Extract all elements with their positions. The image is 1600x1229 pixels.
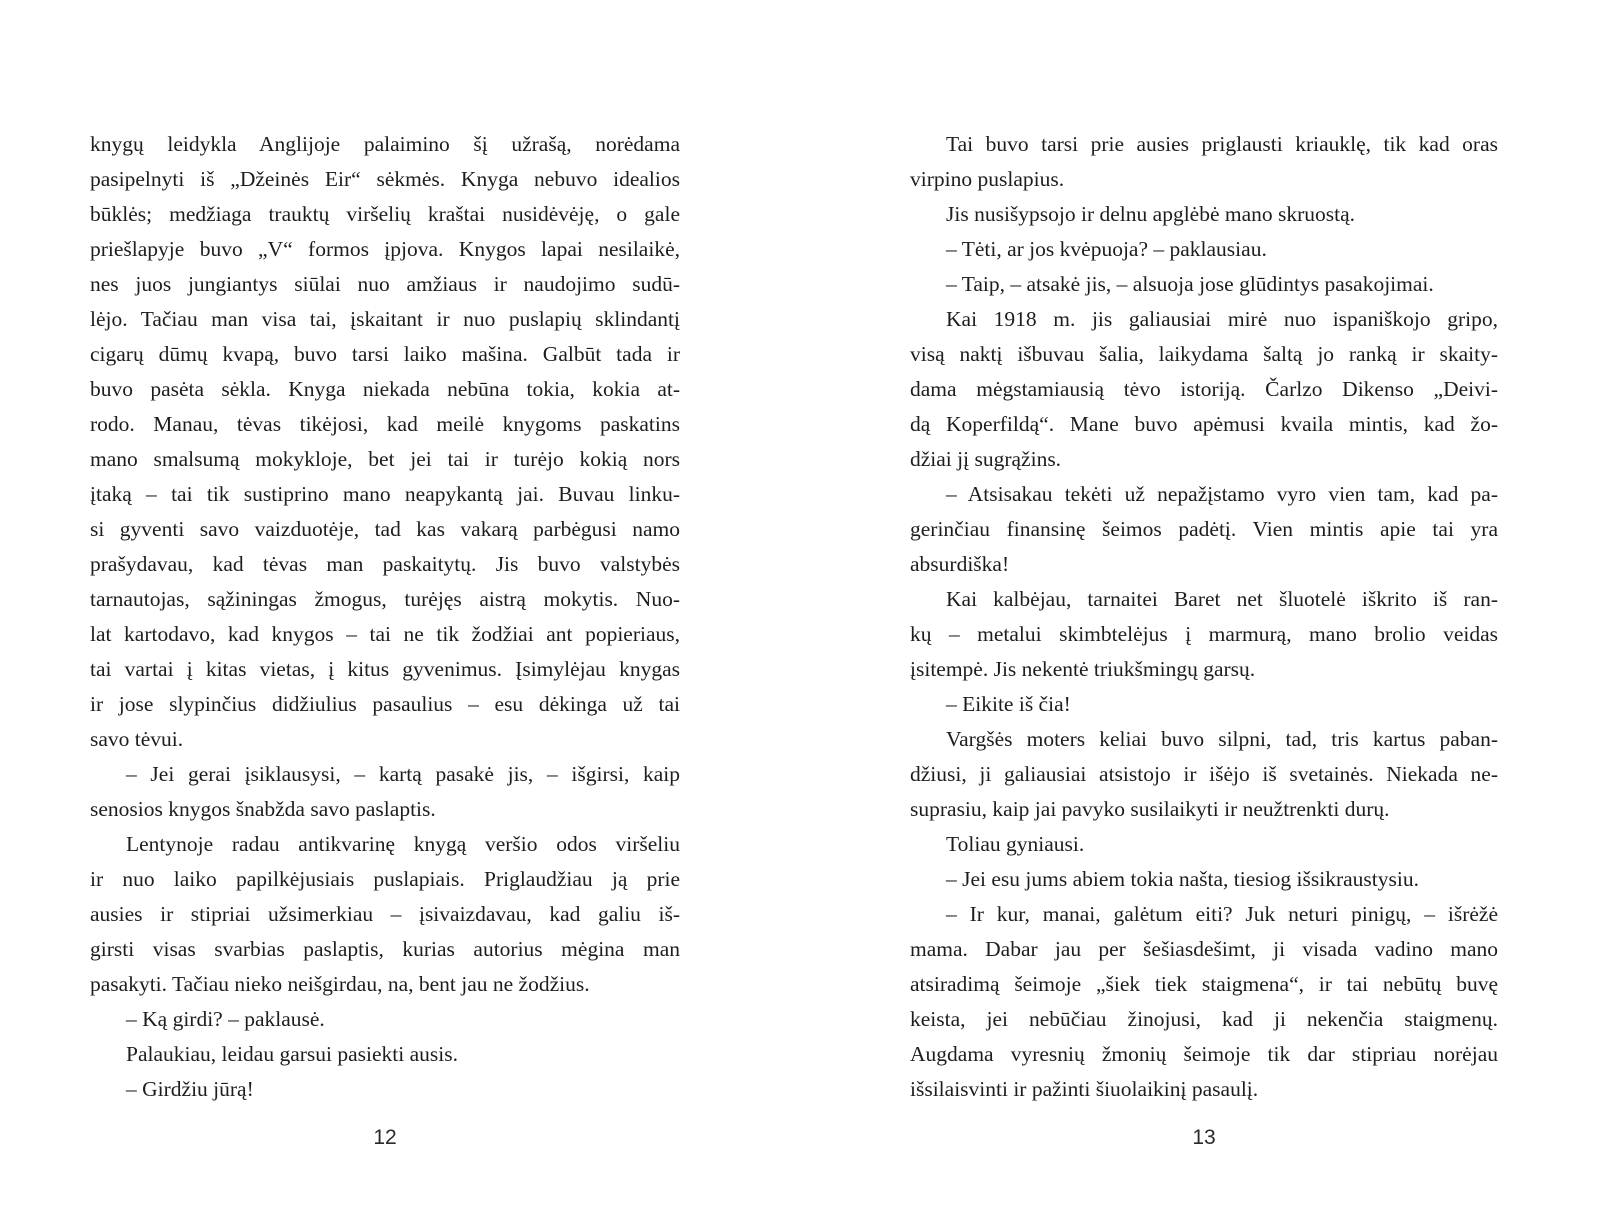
text-line: tai vartai į kitas vietas, į kitus gyvenimus. Įsimylėjau knygas	[90, 657, 680, 681]
text-line: visą naktį išbuvau šalia, laikydama šaltą jo ranką ir skaity-	[910, 342, 1498, 366]
text-line: Augdama vyresnių žmonių šeimoje tik dar stipriau norėjau	[910, 1042, 1498, 1066]
text-line: pasipelnyti iš „Džeinės Eir“ sėkmės. Knyga nebuvo idealios	[90, 167, 680, 191]
page-number-left: 12	[373, 1126, 397, 1149]
text-line: kų – metalui skimbtelėjus į marmurą, mano brolio veidas	[910, 622, 1498, 646]
text-line: Palaukiau, leidau garsui pasiekti ausis.	[126, 1042, 458, 1066]
text-line: lat kartodavo, kad knygos – tai ne tik žodžiai ant popieriaus,	[90, 622, 680, 646]
text-line: – Tėti, ar jos kvėpuoja? – paklausiau.	[946, 237, 1267, 261]
text-line: girsti visas svarbias paslaptis, kurias autorius mėgina man	[90, 937, 680, 961]
text-line: išsilaisvinti ir pažinti šiuolaikinį pasaulį.	[910, 1077, 1259, 1101]
page-left-text-block	[90, 127, 680, 1107]
text-line: cigarų dūmų kvapą, buvo tarsi laiko mašina. Galbūt tada ir	[90, 342, 680, 366]
text-line: – Ir kur, manai, galėtum eiti? Juk neturi pinigų, – išrėžė	[946, 902, 1498, 926]
text-line: atsiradimą šeimoje „šiek tiek staigmena“, ir tai nebūtų buvę	[910, 972, 1498, 996]
page-right-text-block	[910, 127, 1498, 1107]
text-line: virpino puslapius.	[910, 167, 1065, 191]
text-line: – Girdžiu jūrą!	[126, 1077, 254, 1101]
text-line: – Jei esu jums abiem tokia našta, tiesiog išsikraustysiu.	[946, 867, 1419, 891]
text-line: gerinčiau finansinę šeimos padėtį. Vien mintis apie tai yra	[910, 517, 1498, 541]
text-line: Toliau gyniausi.	[946, 832, 1085, 856]
text-line: mano smalsumą mokykloje, bet jei tai ir turėjo kokią nors	[90, 447, 680, 471]
text-line: si gyventi savo vaizduotėje, tad kas vakarą parbėgusi namo	[90, 517, 680, 541]
text-line: – Atsisakau tekėti už nepažįstamo vyro vien tam, kad pa-	[946, 482, 1498, 506]
text-line: savo tėvui.	[90, 727, 184, 751]
text-line: dama mėgstamiausią tėvo istoriją. Čarlzo Dikenso „Deivi-	[910, 377, 1498, 401]
text-line: džiusi, ji galiausiai atsistojo ir išėjo iš svetainės. Niekada ne-	[910, 762, 1498, 786]
text-line: mama. Dabar jau per šešiasdešimt, ji visada vadino mano	[910, 937, 1498, 961]
text-line: Kai 1918 m. jis galiausiai mirė nuo ispaniškojo gripo,	[946, 307, 1498, 331]
text-line: ir jose slypinčius didžiulius pasaulius – esu dėkinga už tai	[90, 692, 680, 716]
text-line: buvo pasėta sėkla. Knyga niekada nebūna tokia, kokia at-	[90, 377, 680, 401]
text-line: – Ką girdi? – paklausė.	[126, 1007, 325, 1031]
text-line: – Eikite iš čia!	[946, 692, 1071, 716]
text-line: ausies ir stipriai užsimerkiau – įsivaizdavau, kad galiu iš-	[90, 902, 680, 926]
text-line: suprasiu, kaip jai pavyko susilaikyti ir neužtrenkti durų.	[910, 797, 1390, 821]
text-line: lėjo. Tačiau man visa tai, įskaitant ir nuo puslapių sklindantį	[90, 307, 680, 331]
text-line: Vargšės moters keliai buvo silpni, tad, tris kartus paban-	[946, 727, 1498, 751]
text-line: keista, jei nebūčiau žinojusi, kad ji nekenčia staigmenų.	[910, 1007, 1498, 1031]
text-line: nes juos jungiantys siūlai nuo amžiaus ir naudojimo sudū-	[90, 272, 680, 296]
page-number-right: 13	[1192, 1126, 1216, 1149]
text-line: absurdiška!	[910, 552, 1010, 576]
text-line: pasakyti. Tačiau nieko neišgirdau, na, bent jau ne žodžius.	[90, 972, 590, 996]
text-line: Jis nusišypsojo ir delnu apglėbė mano skruostą.	[946, 202, 1356, 226]
text-line: įtaką – tai tik sustiprino mano neapykantą jai. Buvau linku-	[90, 482, 680, 506]
text-line: – Jei gerai įsiklausysi, – kartą pasakė jis, – išgirsi, kaip	[126, 762, 680, 786]
text-line: ir nuo laiko papilkėjusiais puslapiais. Priglaudžiau ją prie	[90, 867, 680, 891]
text-line: dą Koperfildą“. Mane buvo apėmusi kvaila mintis, kad žo-	[910, 412, 1498, 436]
text-line: tarnautojas, sąžiningas žmogus, turėjęs aistrą mokytis. Nuo-	[90, 587, 680, 611]
text-line: Kai kalbėjau, tarnaitei Baret net šluotelė iškrito iš ran-	[946, 587, 1498, 611]
text-line: džiai jį sugrąžins.	[910, 447, 1062, 471]
text-line: Tai buvo tarsi prie ausies priglausti kriauklę, tik kad oras	[946, 132, 1498, 156]
text-line: knygų leidykla Anglijoje palaimino šį užrašą, norėdama	[90, 132, 680, 156]
text-line: būklės; medžiaga trauktų viršelių kraštai nusidėvėję, o gale	[90, 202, 680, 226]
text-line: rodo. Manau, tėvas tikėjosi, kad meilė knygoms paskatins	[90, 412, 680, 436]
text-line: Lentynoje radau antikvarinę knygą veršio odos viršeliu	[126, 832, 680, 856]
text-line: priešlapyje buvo „V“ formos įpjova. Knygos lapai nesilaikė,	[90, 237, 680, 261]
text-line: – Taip, – atsakė jis, – alsuoja jose glūdintys pasakojimai.	[946, 272, 1434, 296]
text-line: įsitempė. Jis nekentė triukšmingų garsų.	[910, 657, 1256, 681]
text-line: prašydavau, kad tėvas man paskaitytų. Jis buvo valstybės	[90, 552, 680, 576]
text-line: senosios knygos šnabžda savo paslaptis.	[90, 797, 436, 821]
